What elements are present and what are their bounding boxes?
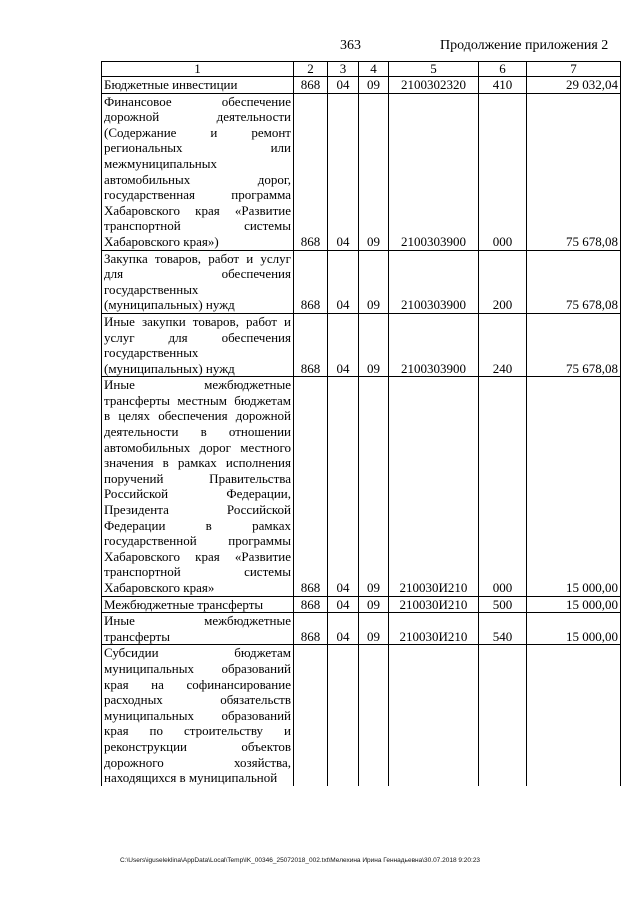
budget-table bbox=[101, 61, 621, 786]
row-amount: 75 678,08 bbox=[527, 313, 621, 376]
column-header-6: 6 bbox=[479, 62, 527, 77]
row-code-2: 868 bbox=[294, 313, 328, 376]
row-code-3: 04 bbox=[328, 613, 359, 645]
row-amount: 29 032,04 bbox=[527, 77, 621, 94]
row-code-3: 04 bbox=[328, 250, 359, 313]
row-code-5: 2100303900 bbox=[389, 93, 479, 250]
column-header-7: 7 bbox=[527, 62, 621, 77]
row-name: Иные межбюджетные трансферты bbox=[102, 613, 294, 645]
row-code-4: 09 bbox=[359, 93, 389, 250]
row-name: Иные закупки товаров, работ и услуг для обеспечения государственных (муниципальных) нужд bbox=[102, 313, 294, 376]
row-name: Бюджетные инвестиции bbox=[102, 77, 294, 94]
row-code-2: 868 bbox=[294, 377, 328, 596]
row-code-2: 868 bbox=[294, 596, 328, 613]
row-code-5: 2100302320 bbox=[389, 77, 479, 94]
row-code-6: 540 bbox=[479, 613, 527, 645]
row-amount: 15 000,00 bbox=[527, 596, 621, 613]
row-code-5: 210030И210 bbox=[389, 613, 479, 645]
row-name: Межбюджетные трансферты bbox=[102, 596, 294, 613]
row-code-2: 868 bbox=[294, 250, 328, 313]
row-code-2: 868 bbox=[294, 613, 328, 645]
row-amount: 15 000,00 bbox=[527, 613, 621, 645]
row-code-2: 868 bbox=[294, 77, 328, 94]
row-name: Финансовое обеспечение дорожной деятельности (Содержание и ремонт региональных или межмуниципальных автомобильных дорог, государственная программа Хабаровского края «Развитие транспортной системы Хабаровского края») bbox=[102, 93, 294, 250]
row-name: Субсидии бюджетам муниципальных образований края на софинансирование расходных обязательств муниципальных образований края по строительству и реконструкции объектов дорожного хозяйства, находящихся в муниципальной bbox=[102, 645, 294, 786]
row-code-5 bbox=[389, 645, 479, 786]
table-row bbox=[102, 313, 621, 376]
row-code-6: 000 bbox=[479, 93, 527, 250]
row-amount bbox=[527, 645, 621, 786]
row-code-6: 240 bbox=[479, 313, 527, 376]
row-code-6: 410 bbox=[479, 77, 527, 94]
table-row bbox=[102, 250, 621, 313]
table-header-row bbox=[102, 62, 621, 77]
row-code-5: 2100303900 bbox=[389, 250, 479, 313]
row-code-2: 868 bbox=[294, 93, 328, 250]
row-amount: 75 678,08 bbox=[527, 250, 621, 313]
footer-file-path: C:\Users\iguseleklina\AppData\Local\Temp\IK_00346_25072018_002.txt\Мелехина Ирина Геннадьевна\30.07.2018 9:20:23 bbox=[120, 857, 481, 864]
row-code-5: 210030И210 bbox=[389, 596, 479, 613]
column-header-2: 2 bbox=[294, 62, 328, 77]
column-header-1: 1 bbox=[102, 62, 294, 77]
row-code-4: 09 bbox=[359, 596, 389, 613]
row-code-3: 04 bbox=[328, 93, 359, 250]
row-code-6 bbox=[479, 645, 527, 786]
row-code-6: 200 bbox=[479, 250, 527, 313]
row-code-2 bbox=[294, 645, 328, 786]
row-code-4: 09 bbox=[359, 377, 389, 596]
column-header-3: 3 bbox=[328, 62, 359, 77]
page-number: 363 bbox=[340, 38, 361, 53]
row-code-3: 04 bbox=[328, 77, 359, 94]
table-row bbox=[102, 596, 621, 613]
row-amount: 15 000,00 bbox=[527, 377, 621, 596]
row-code-3 bbox=[328, 645, 359, 786]
row-code-4: 09 bbox=[359, 313, 389, 376]
table-row bbox=[102, 377, 621, 596]
row-code-3: 04 bbox=[328, 596, 359, 613]
column-header-5: 5 bbox=[389, 62, 479, 77]
row-code-3: 04 bbox=[328, 377, 359, 596]
row-code-6: 000 bbox=[479, 377, 527, 596]
row-code-4: 09 bbox=[359, 77, 389, 94]
row-code-6: 500 bbox=[479, 596, 527, 613]
continuation-label: Продолжение приложения 2 bbox=[440, 38, 609, 53]
row-code-3: 04 bbox=[328, 313, 359, 376]
row-name: Закупка товаров, работ и услуг для обеспечения государственных (муниципальных) нужд bbox=[102, 250, 294, 313]
row-code-5: 2100303900 bbox=[389, 313, 479, 376]
table-row bbox=[102, 645, 621, 786]
table-row bbox=[102, 93, 621, 250]
row-code-4 bbox=[359, 645, 389, 786]
table-row bbox=[102, 77, 621, 94]
column-header-4: 4 bbox=[359, 62, 389, 77]
row-name: Иные межбюджетные трансферты местным бюджетам в целях обеспечения дорожной деятельности в отношении автомобильных дорог местного значения в рамках исполнения поручений Правительства Российской Федерации, Президента Российской Федерации в рамках государственной программы Хабаровского края «Развитие транспортной системы Хабаровского края» bbox=[102, 377, 294, 596]
row-amount: 75 678,08 bbox=[527, 93, 621, 250]
row-code-4: 09 bbox=[359, 613, 389, 645]
table-row bbox=[102, 613, 621, 645]
row-code-5: 210030И210 bbox=[389, 377, 479, 596]
row-code-4: 09 bbox=[359, 250, 389, 313]
